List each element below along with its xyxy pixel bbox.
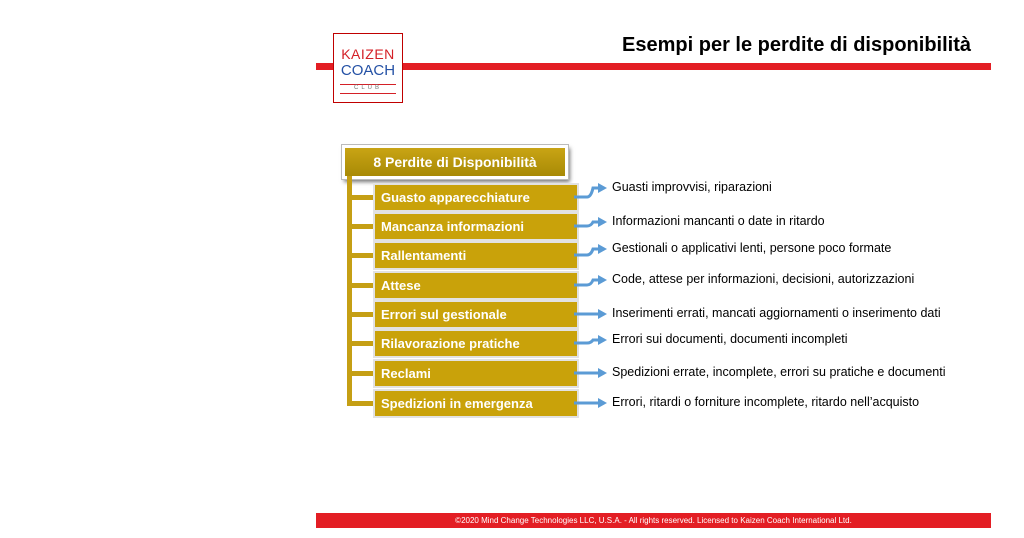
diagram-header: 8 Perdite di Disponibilità	[342, 145, 568, 179]
loss-category-box: Spedizioni in emergenza	[373, 389, 579, 418]
loss-category-box: Reclami	[373, 359, 579, 388]
header-accent-bar	[316, 63, 991, 70]
diagram-spine	[347, 176, 352, 403]
loss-category-box: Attese	[373, 271, 579, 300]
arrow-right-icon	[573, 300, 609, 324]
logo-divider	[340, 93, 396, 94]
logo-line-3: CLUB	[353, 85, 382, 91]
loss-category-box: Mancanza informazioni	[373, 212, 579, 241]
diagram-branch	[347, 224, 375, 229]
diagram-branch	[347, 401, 375, 406]
arrow-right-icon	[573, 329, 609, 353]
footer-copyright: ©2020 Mind Change Technologies LLC, U.S.A. - All rights reserved. Licensed to Kaizen Coach International Ltd.	[316, 513, 991, 528]
diagram-branch	[347, 341, 375, 346]
loss-category-box: Guasto apparecchiature	[373, 183, 579, 212]
loss-example-text: Inserimenti errati, mancati aggiornamenti o inserimento dati	[612, 306, 941, 320]
arrow-right-icon	[573, 271, 609, 295]
kaizen-coach-logo	[333, 33, 403, 103]
loss-example-text: Errori, ritardi o forniture incomplete, ritardo nell’acquisto	[612, 395, 920, 409]
diagram-branch	[347, 312, 375, 317]
arrow-right-icon	[573, 241, 609, 265]
arrow-right-icon	[573, 183, 609, 207]
loss-example-text: Errori sui documenti, documenti incompleti	[612, 332, 848, 346]
diagram-branch	[347, 195, 375, 200]
logo-line-1: KAIZEN	[341, 46, 395, 62]
loss-category-box: Rallentamenti	[373, 241, 579, 270]
loss-category-box: Errori sul gestionale	[373, 300, 579, 329]
slide-title: Esempi per le perdite di disponibilità	[622, 34, 971, 56]
arrow-right-icon	[573, 359, 609, 383]
diagram-branch	[347, 283, 375, 288]
arrow-right-icon	[573, 212, 609, 236]
loss-example-text: Spedizioni errate, incomplete, errori su pratiche e documenti	[612, 365, 946, 379]
loss-category-box: Rilavorazione pratiche	[373, 329, 579, 358]
loss-example-text: Informazioni mancanti o date in ritardo	[612, 214, 825, 228]
diagram-branch	[347, 371, 375, 376]
arrow-right-icon	[573, 389, 609, 413]
loss-example-text: Code, attese per informazioni, decisioni, autorizzazioni	[612, 272, 915, 286]
loss-example-text: Guasti improvvisi, riparazioni	[612, 180, 772, 194]
diagram-branch	[347, 253, 375, 258]
logo-line-2: COACH	[340, 62, 396, 79]
loss-example-text: Gestionali o applicativi lenti, persone poco formate	[612, 241, 892, 255]
